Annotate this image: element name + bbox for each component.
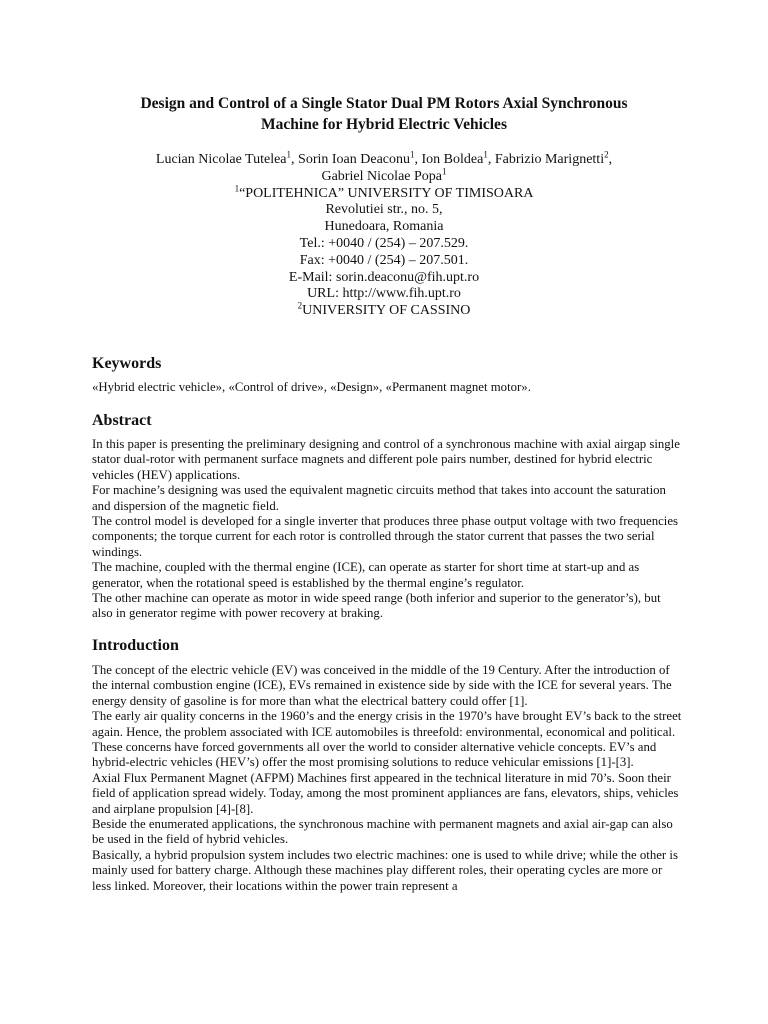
abstract-paragraph: In this paper is presenting the preliminary designing and control of a synchronous machine with axial airgap single stator dual-rotor with permanent surface magnets and different pole pairs number, destined for hybrid electric vehicles (HEV) applications. [92,437,680,482]
keywords-list: «Hybrid electric vehicle», «Control of drive», «Design», «Permanent magnet motor». [92,380,531,394]
affiliation-name: “POLITEHNICA” UNIVERSITY OF TIMISOARA [239,185,534,201]
paper-title [60,93,708,135]
author-block [60,149,708,320]
abstract-paragraph: The other machine can operate as motor in wide speed range (both inferior and superior to the generator’s), but also in generator regime with power recovery at braking. [92,591,661,621]
affiliation-marker: 1 [410,149,415,160]
abstract-paragraph: The machine, coupled with the thermal engine (ICE), can operate as starter for short time at start-up and as generator, when the rotational speed is established by the thermal engine’s regulator. [92,560,640,590]
author-name: , Fabrizio Marignetti [487,152,605,167]
abstract-heading: Abstract [92,412,152,429]
abstract-paragraph: For machine’s designing was used the equivalent magnetic circuits method that takes into account the saturation and dispersion of the magnetic field. [92,483,666,513]
author-separator: , [608,152,613,167]
affiliation-marker: 1 [234,182,240,193]
abstract-paragraph: The control model is developed for a single inverter that produces three phase output voltage with two frequencies components; the torque current for each rotor is controlled through the stator current that passes the two serial windings. [92,514,678,559]
affiliation-2 [60,300,708,320]
introduction-body [92,663,682,894]
affiliation-tel: Tel.: +0040 / (254) – 207.529. [299,235,469,251]
affiliation-marker: 1 [286,149,292,160]
author-name: , Ion Boldea [414,152,484,167]
introduction-paragraph: Axial Flux Permanent Magnet (AFPM) Machines first appeared in the technical literature in mid 70’s. Soon their field of application spread widely. Today, among the most prominent appliances are fans, elevators, ships, vehicles and airplane propulsion [4]-[8]. [92,770,679,816]
introduction-paragraph: The concept of the electric vehicle (EV) was conceived in the middle of the 19 Century. After the introduction of the internal combustion engine (ICE), EVs remained in existence side by side with the ICE for several years. The energy density of gasoline is for more than what the electrical battery could offer [1]. [92,663,672,708]
introduction-paragraph: Basically, a hybrid propulsion system includes two electric machines: one is used to while drive; while the other is mainly used for battery charge. Although these machines play different roles, their operating cycles are more or less linked. Moreover, their locations within the power train represent a [92,847,678,893]
introduction-paragraph: The early air quality concerns in the 1960’s and the energy crisis in the 1970’s have brought EV’s back to the street again. Hence, the problem associated with ICE automobiles is threefold: environmental, economical and political. These concerns have forced governments all over the world to consider alternative vehicle concepts. EV’s and hybrid-electric vehicles (HEV’s) offer the most promising solutions to reduce vehicular emissions [1]-[3]. [92,709,682,770]
author-line-2 [60,166,708,186]
affiliation-marker: 1 [442,166,447,177]
affiliation-1 [60,182,708,203]
introduction-heading: Introduction [92,637,179,654]
affiliation-city: Hunedoara, Romania [324,219,444,235]
affiliation-street: Revolutiei str., no. 5, [325,202,443,218]
affiliation-marker: 2 [297,300,303,311]
keywords-text [92,380,682,395]
title-line-2: Machine for Hybrid Electric Vehicles [261,116,507,133]
introduction-paragraph: Beside the enumerated applications, the synchronous machine with permanent magnets and axial air-gap can also be used in the field of hybrid vehicles. [92,817,673,847]
author-name: Lucian Nicolae Tutelea [155,152,287,167]
affiliation-marker: 2 [604,149,609,160]
affiliation-email: E-Mail: sorin.deaconu@fih.upt.ro [288,269,480,285]
author-name: , Sorin Ioan Deaconu [291,152,410,167]
affiliation-name: UNIVERSITY OF CASSINO [302,303,471,319]
abstract-body [92,437,682,622]
affiliation-fax: Fax: +0040 / (254) – 207.501. [299,252,469,268]
title-line-1: Design and Control of a Single Stator Dual PM Rotors Axial Synchronous [140,95,628,112]
affiliation-marker: 1 [483,149,488,160]
author-line-1 [60,149,708,169]
author-name: Gabriel Nicolae Popa [321,168,442,184]
affiliation-url: URL: http://www.fih.upt.ro [307,286,461,302]
keywords-heading: Keywords [92,355,162,372]
